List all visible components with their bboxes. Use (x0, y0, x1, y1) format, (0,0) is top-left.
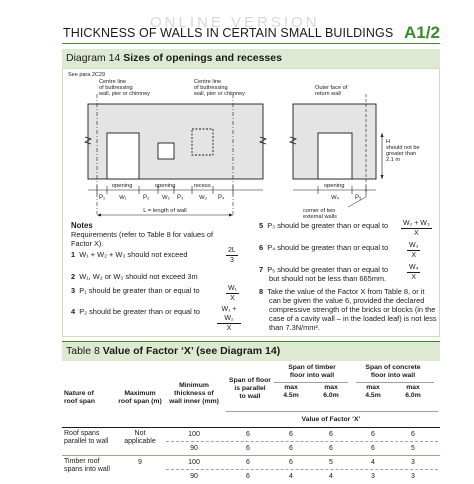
title-rule (62, 43, 440, 44)
opening-1 (107, 133, 139, 179)
notes-heading: Notes (71, 221, 93, 230)
row-3-val-2: 6 (289, 459, 293, 466)
opening-4 (318, 133, 352, 179)
height-arrow-bottom (381, 175, 384, 179)
p2-label: P₂ (143, 195, 150, 201)
see-para-label: See para 2C29 (68, 72, 105, 78)
row-2-val-2: 6 (289, 445, 293, 452)
opening-4-label: opening W₄ (323, 183, 345, 201)
row-4-val-2: 4 (289, 473, 293, 480)
row-3-divider (166, 469, 438, 470)
diagram-14 (62, 49, 440, 337)
row-3-val-4: 4 (371, 459, 375, 466)
table-heading (66, 345, 280, 357)
timber-group-rule (274, 382, 348, 383)
height-arrow-top (381, 133, 384, 137)
row-1-val-1: 6 (246, 431, 250, 438)
opening-2 (158, 143, 174, 159)
header-nature: Nature of roof span (64, 390, 95, 405)
factor-header-rule (226, 411, 438, 412)
row-3-val-1: 6 (246, 459, 250, 466)
row-1-val-2: 6 (289, 431, 293, 438)
note-6: 6 P₄ should be greater than or equal to $\frac{\text{W₃}}{X}$ (259, 242, 419, 259)
row-3-val-3: 5 (329, 459, 333, 466)
row-4-thickness: 90 (190, 473, 198, 480)
notes-intro: Requirements (refer to Table 8 for values of Factor X). (71, 230, 213, 248)
p3-label: P₃ (177, 195, 184, 201)
diagram-panel (62, 68, 440, 337)
header-timber-max60: max 6.0m (323, 384, 339, 399)
note-3: 3 P₁ should be greater than or equal to $\frac{\text{W₁}}{X}$ (71, 285, 237, 302)
length-of-wall-label: L = length of wall (143, 208, 187, 214)
table-header (62, 342, 440, 361)
diagram-heading (66, 52, 282, 64)
diagram-title: Sizes of openings and recesses (123, 52, 282, 64)
p1-label: P₁ (99, 195, 106, 201)
centre-line-1-label: Centre line of buttressing wall, pier or chimney (99, 79, 150, 97)
length-arrow-right (229, 214, 233, 217)
row-3-val-5: 3 (411, 459, 415, 466)
row-1-divider (166, 441, 438, 442)
row-2-thickness: 90 (190, 445, 198, 452)
corner-note: corner of two external walls (303, 208, 337, 220)
concrete-group-rule (356, 382, 434, 383)
row-1-val-3: 6 (329, 431, 333, 438)
note-8: 8 Take the value of the Factor X from Table 8, or it can be given the value 6, provided the declared compressive strength of the bricks or blocks (in the case of a cavity wall – in the loaded leaf) is not less than 7.3N/mm². (259, 287, 437, 332)
header-span-floor: Span of floor is parallel to wall (229, 377, 271, 400)
row-4-val-4: 3 (371, 473, 375, 480)
p5-label: P₅ (355, 195, 362, 201)
h-note: H should not be greater than 2.1 m (386, 139, 420, 163)
row-2-val-5: 5 (411, 445, 415, 452)
table-number: Table 8 (66, 345, 100, 357)
row-4-val-1: 6 (246, 473, 250, 480)
centre-line-2-label: Centre line of buttressing wall, pier or chimney (194, 79, 245, 97)
note-5: 5 P₃ should be greater than or equal to $\frac{\text{W₂ + W₃}}{X}$ (259, 220, 430, 237)
header-value-of-factor: Value of Factor ‘X’ (301, 416, 361, 423)
watermark: ONLINE VERSION (150, 14, 320, 31)
row-1-val-5: 6 (411, 431, 415, 438)
header-min-thickness: Minimum thickness of wall inner (mm) (169, 382, 219, 405)
note-7: 7 P₅ should be greater than or equal to but should not be less than 665mm. $\frac{\text{W₄}}{X}$ (259, 264, 419, 283)
row-1-nature: Roof spans parallel to wall (64, 430, 109, 445)
row-4-val-3: 4 (329, 473, 333, 480)
row-2-val-1: 6 (246, 445, 250, 452)
row-1-val-4: 6 (371, 431, 375, 438)
table-title: Value of Factor ‘X’ (see Diagram 14) (102, 345, 281, 357)
note-1: 1 W₁ + W₂ + W₃ should not exceed $\frac{2L}{3}$ (71, 247, 236, 264)
header-concrete-max45: max 4.5m (365, 384, 381, 399)
header-timber-max45: max 4.5m (283, 384, 299, 399)
row-1-span: Not applicable (124, 430, 156, 445)
table-header-rule (62, 427, 440, 428)
p4-label: P₄ (218, 195, 225, 201)
header-timber-group: Span of timber floor into wall (288, 364, 336, 379)
row-3-thickness: 100 (188, 459, 200, 466)
outer-face-label: Outer face of return wall (315, 85, 348, 97)
length-arrow-left (97, 214, 101, 217)
opening-2-label: opening W₂ (154, 183, 176, 201)
note-2: 2 W₁, W₂ or W₃ should not exceed 3m (71, 272, 198, 281)
row-1-thickness: 100 (188, 431, 200, 438)
header-concrete-group: Span of concrete floor into wall (365, 364, 421, 379)
row-2-divider (62, 455, 440, 456)
row-4-val-5: 3 (411, 473, 415, 480)
note-4: 4 P₂ should be greater than or equal to $\frac{\text{W₁ + W₂}}{X}$ (71, 307, 241, 316)
recess-3-label: recess W₃ (193, 183, 211, 201)
page-top-band (0, 0, 474, 14)
table-8 (62, 341, 440, 484)
diagram-number: Diagram 14 (66, 52, 121, 64)
opening-1-label: opening W₁ (111, 183, 133, 201)
section-code: A1/2 (404, 23, 440, 42)
diagram-header (62, 49, 440, 68)
row-3-nature: Timber roof spans into wall (64, 458, 110, 473)
row-3-span: 9 (138, 459, 142, 466)
row-2-val-3: 6 (329, 445, 333, 452)
header-concrete-max60: max 6.0m (405, 384, 421, 399)
header-max-roof-span: Maximum roof span (m) (118, 390, 162, 405)
row-2-val-4: 6 (371, 445, 375, 452)
page-title: THICKNESS OF WALLS IN CERTAIN SMALL BUILDINGS (63, 26, 394, 40)
